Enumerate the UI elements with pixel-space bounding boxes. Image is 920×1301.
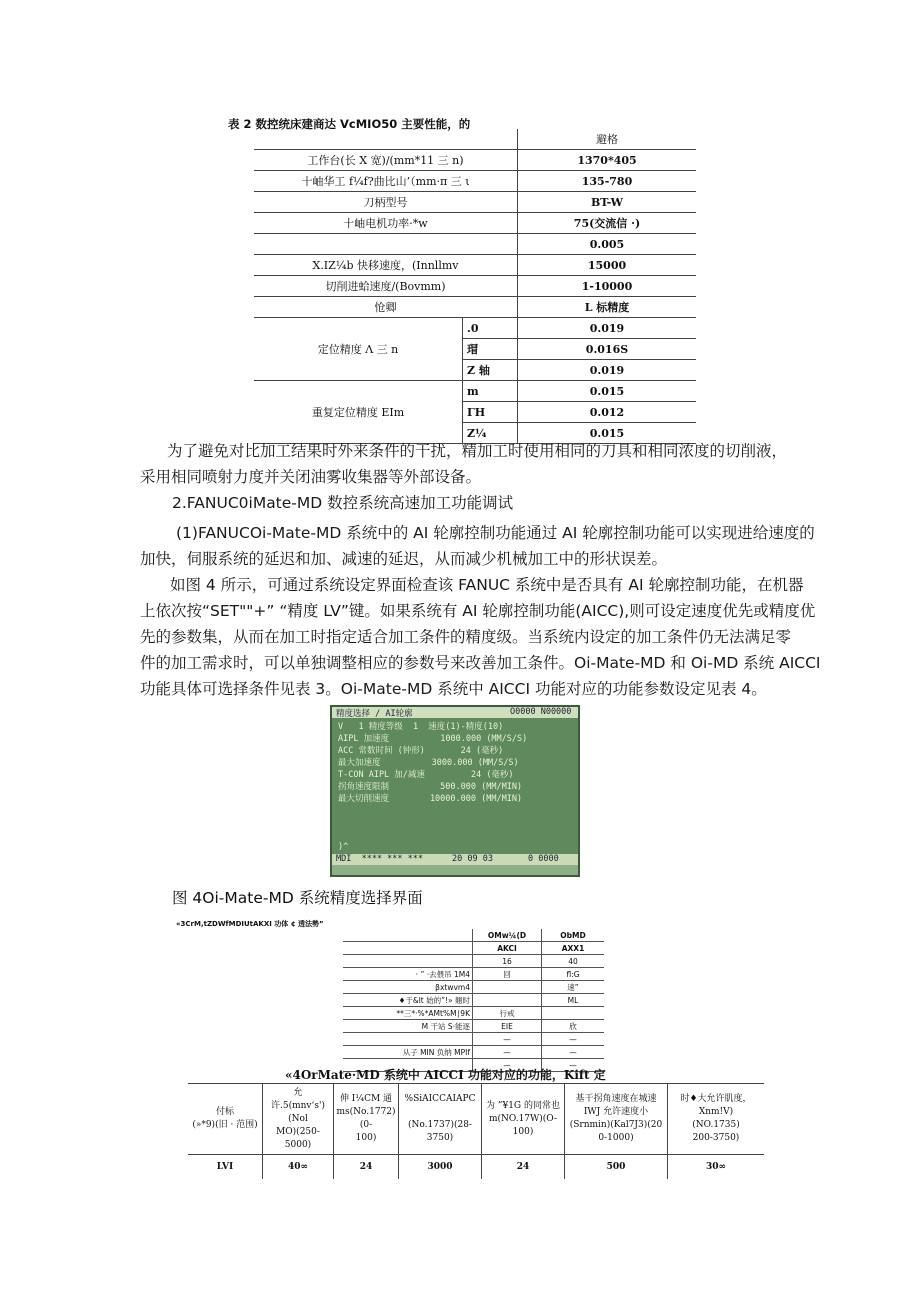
table4-header-cell: 付标 (»*9)(旧 · 范围) (188, 1084, 263, 1155)
table2-value-cell: 0.019 (518, 318, 697, 339)
table2-value-cell: 0.015 (518, 381, 697, 402)
table3-cell: — (542, 1059, 605, 1072)
table3-caption: «3CrM,tZDWfMDIUtAKXI 功体 ¢ 透法勢” (176, 920, 324, 928)
table2-value-cell: 0.019 (518, 360, 697, 381)
screen-line: 最大切削速度 10000.000 (MM/MIN) (338, 794, 523, 804)
table3-cell: · ” ·去偎吊 1M4 (343, 968, 473, 981)
table2-header-row (254, 129, 696, 150)
table2-caption: 表 2 数控统床建商达 VcMIO50 主要性能，的 (228, 117, 471, 131)
table2-group-label: 定位精度 Λ 三 n (254, 318, 463, 381)
para3-line3: 先的参数集，从而在加工时指定适合加工条件的精度级。当系统内设定的加工条件仍无法满足零 (140, 628, 792, 646)
table2-label-cell: 工作台(长 X 宽)/(mm*11 三 n) (254, 150, 518, 171)
table3-cell: EIE (473, 1020, 542, 1033)
table2-value-cell: 75(交流信 ·) (518, 213, 697, 234)
table3-header-cell: ObMD (542, 929, 605, 942)
table3-row (343, 955, 604, 968)
table4-header-cell: 基干拐角速度在城速 IWJ 允许速度小 (Srnmin)(Kal7J3)(20 0-1000) (565, 1084, 668, 1155)
table2-row (254, 213, 696, 234)
table4-cell: 24 (334, 1155, 399, 1180)
table2-label-cell: 刀柄型号 (254, 192, 518, 213)
table2-label-cell: 十岫电机功率·*w (254, 213, 518, 234)
table4-caption: «4OrMate·MD 系统中 AICCI 功能对应的功能，Kift 定 (285, 1068, 606, 1082)
screen-program-number: O0000 N00000 (510, 707, 572, 717)
table2-axis-cell: Z 轴 (463, 360, 518, 381)
table3-header-row (343, 942, 604, 955)
table3-header-cell (343, 942, 473, 955)
table2-axis-cell: 瑁 (463, 339, 518, 360)
table2-label-cell: 十岫华工 f¼f?曲比山’（mm·π 三 ι (254, 171, 518, 192)
table3-header-cell: AKCI (473, 942, 542, 955)
table4-header-cell: %SiAICCAIAPC (No.1737)(28-3750) (399, 1084, 482, 1155)
table2-label-cell: 切削进蛤速度/(Bovmm) (254, 276, 518, 297)
table4-header-cell: 允 许.5(mnv‘s')(Nol MO)(250-5000) (263, 1084, 334, 1155)
table3-cell (473, 994, 542, 1007)
table2-row (254, 192, 696, 213)
table4-cell: LVI (216, 1161, 234, 1172)
table2-row (254, 381, 696, 402)
table3-header-row (343, 929, 604, 942)
table2-value-cell: 0.015 (518, 423, 697, 444)
table2-row (254, 255, 696, 276)
table3-cell: 回 (473, 968, 542, 981)
table2-value-cell: 0.016S (518, 339, 697, 360)
para3-line4: 件的加工需求时，可以单独调整相应的参数号来改善加工条件。Oi-Mate-MD 和 Oi-MD 系统 AICCI (140, 654, 821, 672)
table3-cell: ML (542, 994, 605, 1007)
table2-cell (254, 129, 518, 150)
table2-header-cell: 避格 (518, 129, 697, 150)
screen-title: 精度选择 / AI轮廓 (336, 709, 413, 719)
figure4-caption: 图 4Oi-Mate-MD 系统精度选择界面 (172, 889, 423, 907)
table3-cell: fl:G (542, 968, 605, 981)
table2-value-cell: BT-W (518, 192, 697, 213)
table4-header-cell: 为 ”¥1G 的同常也 m(NO.17W)(O- 100) (482, 1084, 565, 1155)
screen-mode: MDI **** *** *** (336, 854, 423, 864)
table2-label-cell: X.IZ¼b 快移速度，(Innllmv (254, 255, 518, 276)
screen-line: 最大加速度 3000.000 (MM/S/S) (338, 758, 519, 768)
screen-status-bar (332, 854, 578, 865)
table2-label-cell: 怆卿 (254, 297, 518, 318)
table4 (188, 1083, 764, 1179)
para2-line1: (1)FANUCOi-Mate-MD 系统中的 AI 轮廓控制功能通过 AI 轮廓控制功能可以实现进给速度的 (176, 524, 815, 542)
table2-value-cell: 135-780 (518, 171, 697, 192)
table2-axis-cell: Z¼ (463, 423, 518, 444)
screen-softkey-bar (332, 865, 578, 875)
para3-line2: 上依次按“SET""+” “精度 LV”键。如果系统有 AI 轮廓控制功能(AICC),则可设定速度优先或精度优 (140, 602, 816, 620)
table4-cell: 40∞ (263, 1155, 334, 1180)
table3-cell: 速” (542, 981, 605, 994)
table3-cell: βxtwvm4 (343, 981, 473, 994)
table2-row (254, 171, 696, 192)
table3-cell: — (473, 1059, 542, 1072)
table2 (254, 129, 696, 444)
table3-cell: 16 (473, 955, 542, 968)
table2-value-cell: L 标精度 (518, 297, 697, 318)
table2-row (254, 297, 696, 318)
screen-prompt: )^ (338, 842, 349, 852)
table3-header-cell (343, 929, 473, 942)
table3-cell: M 干站 S·能逐 (343, 1020, 473, 1033)
table4-header-cell: 时♦大允许肌度， Xnm!V) (NO.1735) 200-3750) (668, 1084, 765, 1155)
screen-time: 20 09 03 (452, 854, 493, 864)
cnc-screen-image (330, 705, 580, 877)
screen-line: V 1 精度等级 1 速度(1)-精度(10) (338, 722, 504, 732)
screen-status-value: 0 0000 (528, 854, 559, 864)
table4-header-cell: 伸 I¼CM 通 ms(No.1772)(0- 100) (334, 1084, 399, 1155)
table3-cell: — (542, 1033, 605, 1046)
para2-line2: 加快，伺服系统的延迟和加、减速的延迟，从而减少机械加工中的形状误差。 (140, 550, 668, 568)
table2-row (254, 276, 696, 297)
table2-row (254, 318, 696, 339)
table2-value-cell: 0.012 (518, 402, 697, 423)
table4-cell: 3000 (399, 1155, 482, 1180)
para1-line2: 采用相同喷射力度并关闭油雾收集器等外部设备。 (140, 468, 482, 486)
screen-line: ACC 常数时间 (钟形) 24 (毫秒) (338, 746, 504, 756)
table2-value-cell: 1370*405 (518, 150, 697, 171)
table3-row (343, 968, 604, 981)
table3-header-cell: OMw¼(D (473, 929, 542, 942)
screen-line: AIPL 加速度 1000.000 (MM/S/S) (338, 734, 528, 744)
table2-group-label: 重复定位精度 EIm (254, 381, 463, 444)
table3-cell (473, 981, 542, 994)
table3 (343, 929, 604, 1072)
table3-cell: 欣 (542, 1020, 605, 1033)
para3-line1: 如图 4 所示，可通过系统设定界面检查该 FANUC 系统中是否具有 AI 轮廓控制功能，在机器 (170, 576, 804, 594)
screen-line: 拐角速度限制 500.000 (MM/MIN) (338, 782, 523, 792)
table3-row (343, 1020, 604, 1033)
screen-title-bar (332, 707, 578, 718)
table2-row (254, 234, 696, 255)
table2-axis-cell: ΓH (463, 402, 518, 423)
table3-row (343, 994, 604, 1007)
para1-line1: 为了避免对比加工结果时外来条件的干扰，精加工时使用相同的刀具和相同浓度的切削液， (167, 442, 788, 460)
table2-row (254, 150, 696, 171)
table3-row (343, 1046, 604, 1059)
table2-label-cell (254, 234, 518, 255)
table2-value-cell: 1-10000 (518, 276, 697, 297)
table3-row (343, 1033, 604, 1046)
table3-cell: — (473, 1033, 542, 1046)
screen-line: T-CON AIPL 加/减速 24 (毫秒) (338, 770, 514, 780)
table2-axis-cell: .0 (463, 318, 518, 339)
table4-cell: 500 (565, 1155, 668, 1180)
table4-cell: 30∞ (668, 1155, 765, 1180)
para3-line5: 功能具体可选择条件见表 3。Oi-Mate-MD 系统中 AICCI 功能对应的功能参数设定见表 4。 (140, 680, 767, 698)
table3-cell (542, 1007, 605, 1020)
table4-header-row (188, 1084, 764, 1155)
table3-cell (343, 1033, 473, 1046)
table3-cell (343, 955, 473, 968)
table3-row (343, 981, 604, 994)
table3-cell: — (473, 1046, 542, 1059)
table2-value-cell: 0.005 (518, 234, 697, 255)
table3-cell: — (542, 1046, 605, 1059)
section-heading: 2.FANUC0iMate-MD 数控系统高速加工功能调试 (172, 494, 514, 512)
table3-cell: **三*·%*AMt%M∣9K (343, 1007, 473, 1020)
table4-cell: 24 (482, 1155, 565, 1180)
table3-row (343, 1007, 604, 1020)
table3-cell: ♦于&lt 始的”!» 翹时 (343, 994, 473, 1007)
table2-value-cell: 15000 (518, 255, 697, 276)
table2-axis-cell: m (463, 381, 518, 402)
table3-cell: 40 (542, 955, 605, 968)
table3-header-cell: AXX1 (542, 942, 605, 955)
table3-cell: 从子 MIN 负纳 MPIf (343, 1046, 473, 1059)
table4-data-row (188, 1155, 764, 1180)
table3-cell: 行戒 (473, 1007, 542, 1020)
